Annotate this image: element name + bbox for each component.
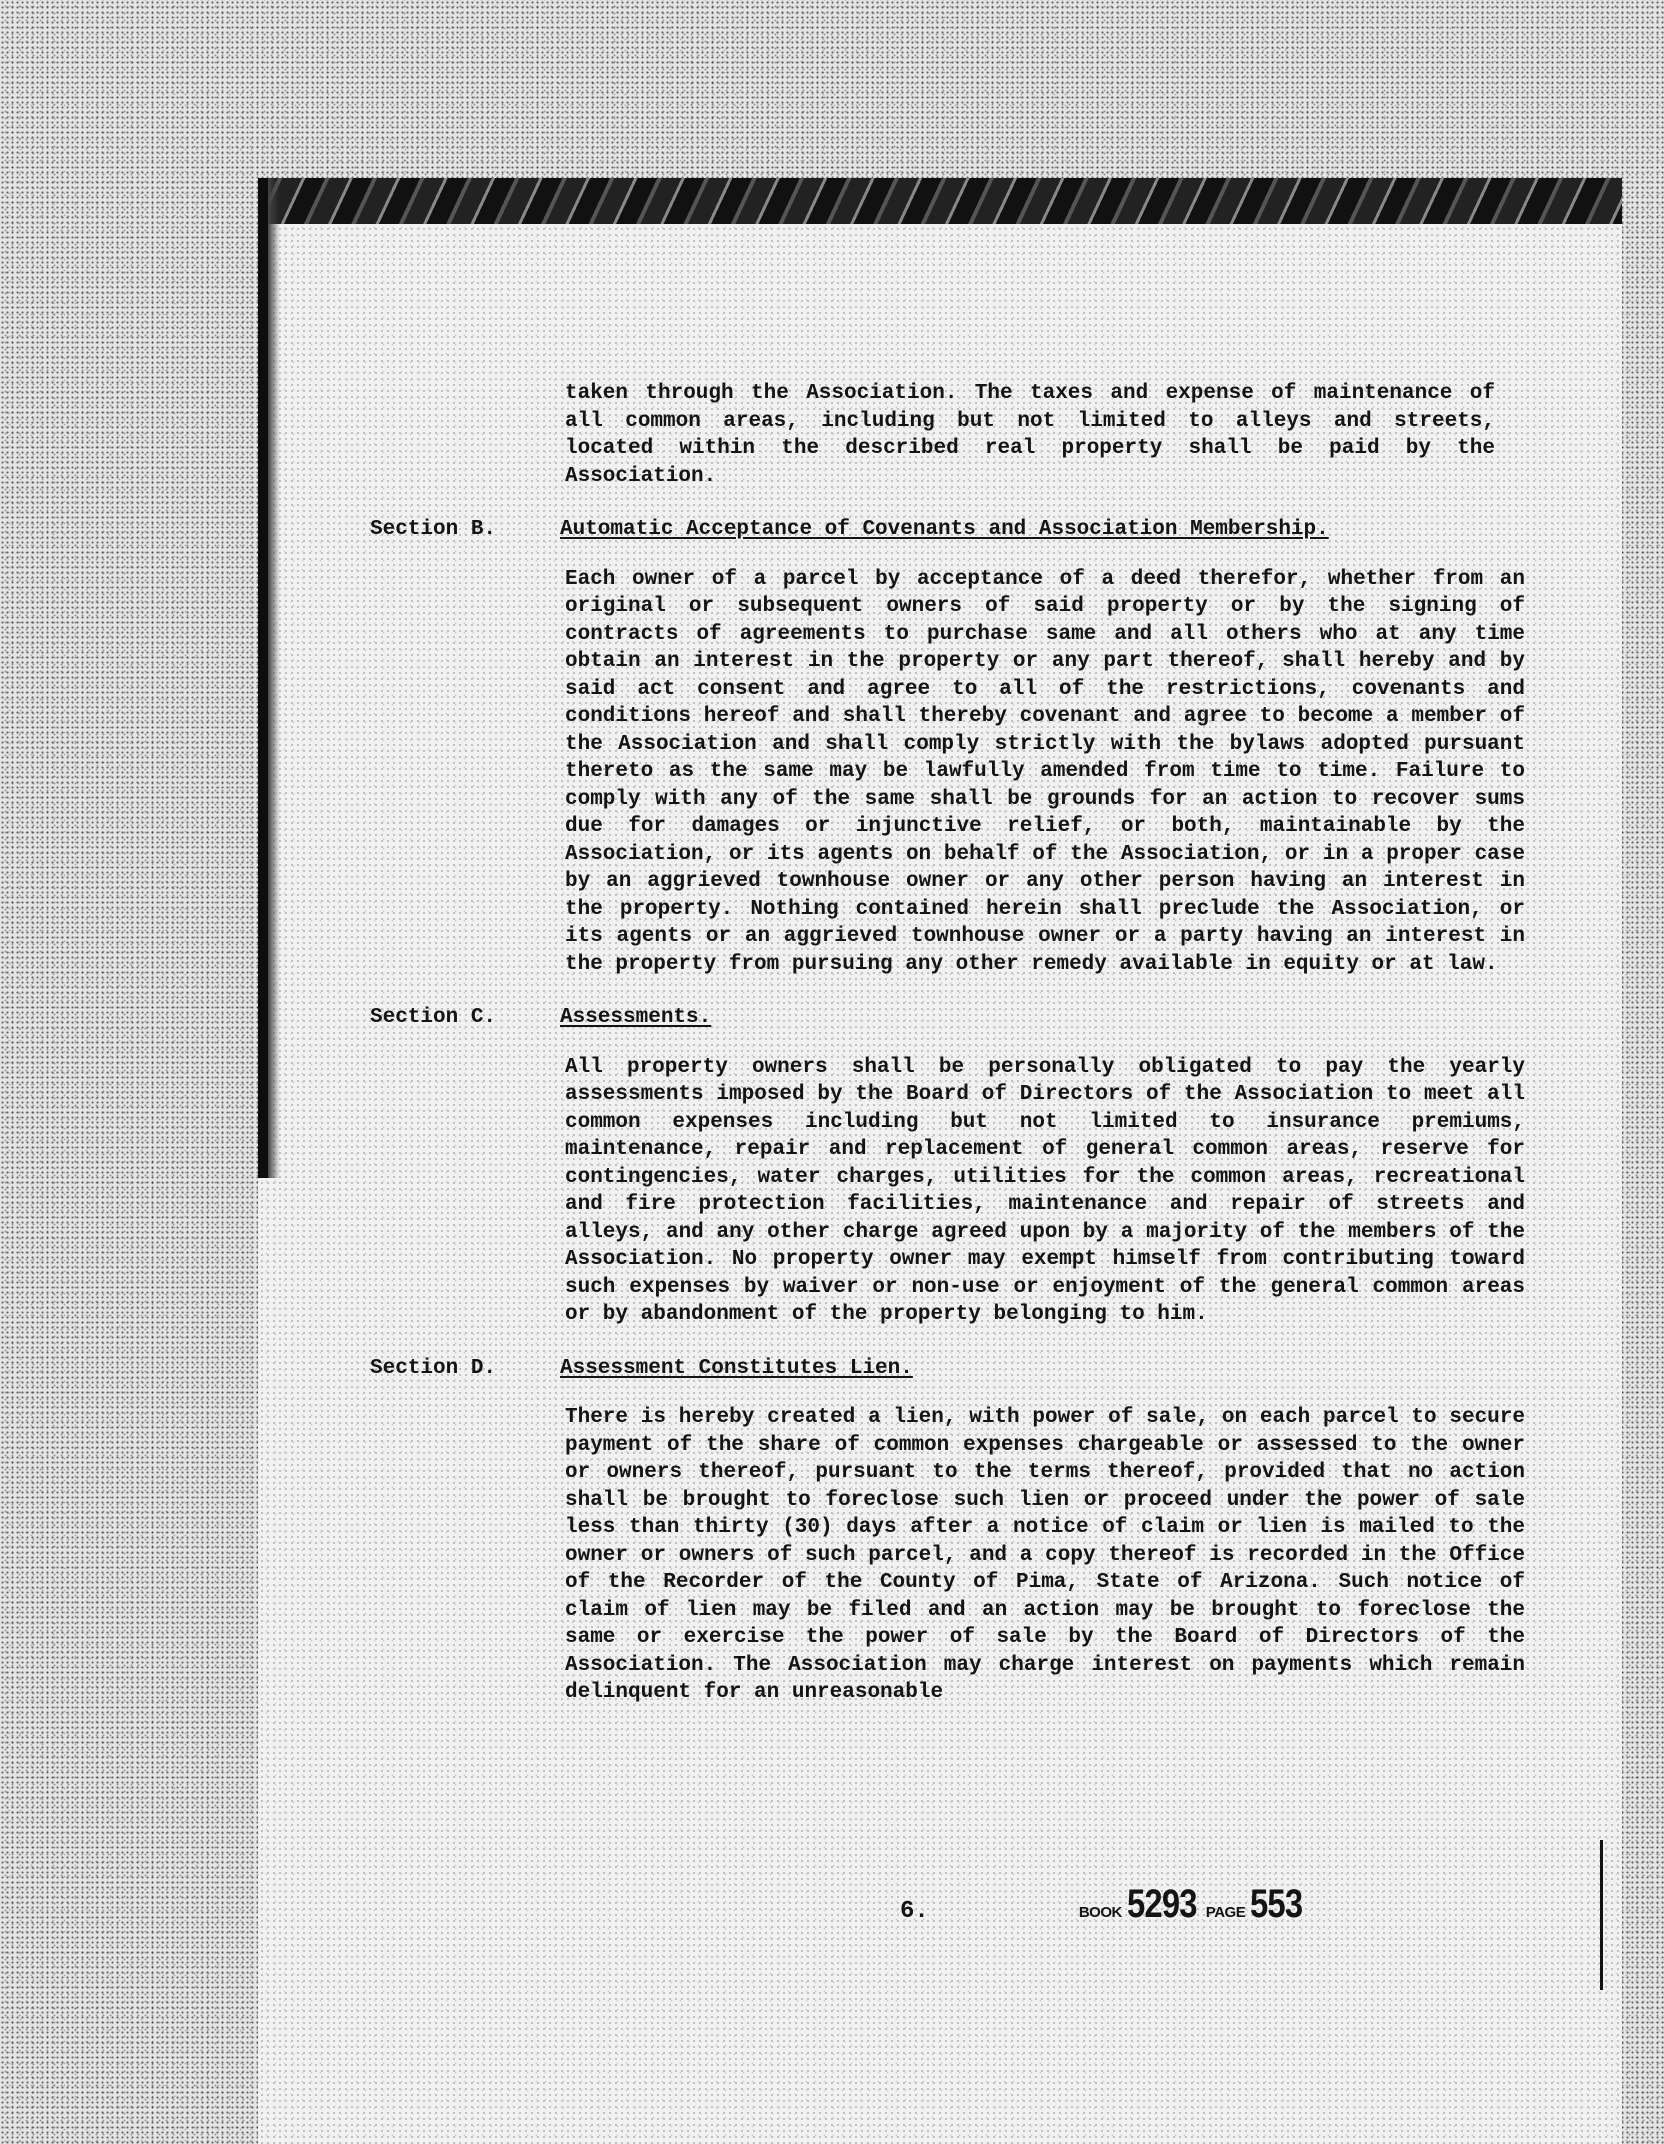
section-header-row — [370, 1004, 1550, 1032]
section-heading: Assessments. — [560, 1006, 712, 1029]
scan-top-border — [258, 178, 1622, 224]
section-body: All property owners shall be personally obligated to pay the yearly assessments imposed by the Board of Directors of the Association to meet all common expenses including but not limited to insurance premiums, maintenance, repair and replacement of general common areas, reserve for contingencies, water charges, utilities for the common areas, recreational and fire protection facilities, maintenance and repair of streets and alleys, and any other charge agreed upon by a majority of the members of the Association. No property owner may exempt himself from contributing toward such expenses by waiver or non-use or enjoyment of the general common areas or by abandonment of the property belonging to him. — [565, 1055, 1525, 1326]
section-label: Section C. — [370, 1006, 497, 1029]
section-d — [370, 1355, 1550, 1707]
section-body: Each owner of a parcel by acceptance of a deed therefor, whether from an original or subsequent owners of said property or by the signing of contracts of agreements to purchase same and all others who at any time obtain an interest in the property or any part thereof, shall hereby and by said act consent and agree to all of the restrictions, covenants and conditions hereof and shall thereby covenant and agree to become a member of the Association and shall comply strictly with the bylaws adopted pursuant thereto as the same may be lawfully amended from time to time. Failure to comply with any of the same shall be grounds for an action to recover sums due for damages or injunctive relief, or both, maintainable by the Association, or its agents on behalf of the Association, or in a proper case by an aggrieved townhouse owner or any other person having an interest in the property. Nothing contained herein shall preclude the Association, or its agents or an aggrieved townhouse owner or a party having an interest in the property from pursuing any other remedy available in equity or at law. — [565, 567, 1525, 976]
section-header-row — [370, 1355, 1550, 1383]
scan-left-border — [258, 178, 280, 1178]
section-label: Section B. — [370, 518, 497, 541]
book-label: BOOK — [1078, 1904, 1122, 1921]
page-footer — [900, 1882, 1314, 1927]
intro-paragraph: taken through the Association. The taxes and expense of maintenance of all common areas, including but not limited to alleys and streets, located within the described real property shall be paid by the Association. — [565, 382, 1495, 488]
section-c — [370, 1004, 1550, 1329]
document-body — [370, 380, 1550, 1707]
section-heading: Assessment Constitutes Lien. — [560, 1356, 913, 1380]
section-b — [370, 516, 1550, 978]
page-label: PAGE — [1205, 1904, 1246, 1921]
page-ref-number: 553 — [1250, 1882, 1303, 1926]
section-body: There is hereby created a lien, with power of sale, on each parcel to secure payment of the share of common expenses chargeable or assessed to the owner or owners thereof, pursuant to the terms thereof, provided that no action shall be brought to foreclose such lien or proceed under the power of sale less than thirty (30) days after a notice of claim or lien is mailed to the owner or owners of such parcel, and a copy thereof is recorded in the Office of the Recorder of the County of Pima, State of Arizona. Such notice of claim of lien may be filed and an action may be brought to foreclose the same or exercise the power of sale by the Board of Directors of the Association. The Association may charge interest on payments which remain delinquent for an unreasonable — [565, 1406, 1525, 1704]
page-number: 6. — [900, 1898, 929, 1925]
section-label: Section D. — [370, 1356, 497, 1380]
book-number: 5293 — [1126, 1882, 1197, 1926]
section-heading: Automatic Acceptance of Covenants and Association Membership. — [560, 518, 1329, 541]
scan-right-mark — [1600, 1840, 1603, 1990]
section-header-row — [370, 516, 1550, 544]
